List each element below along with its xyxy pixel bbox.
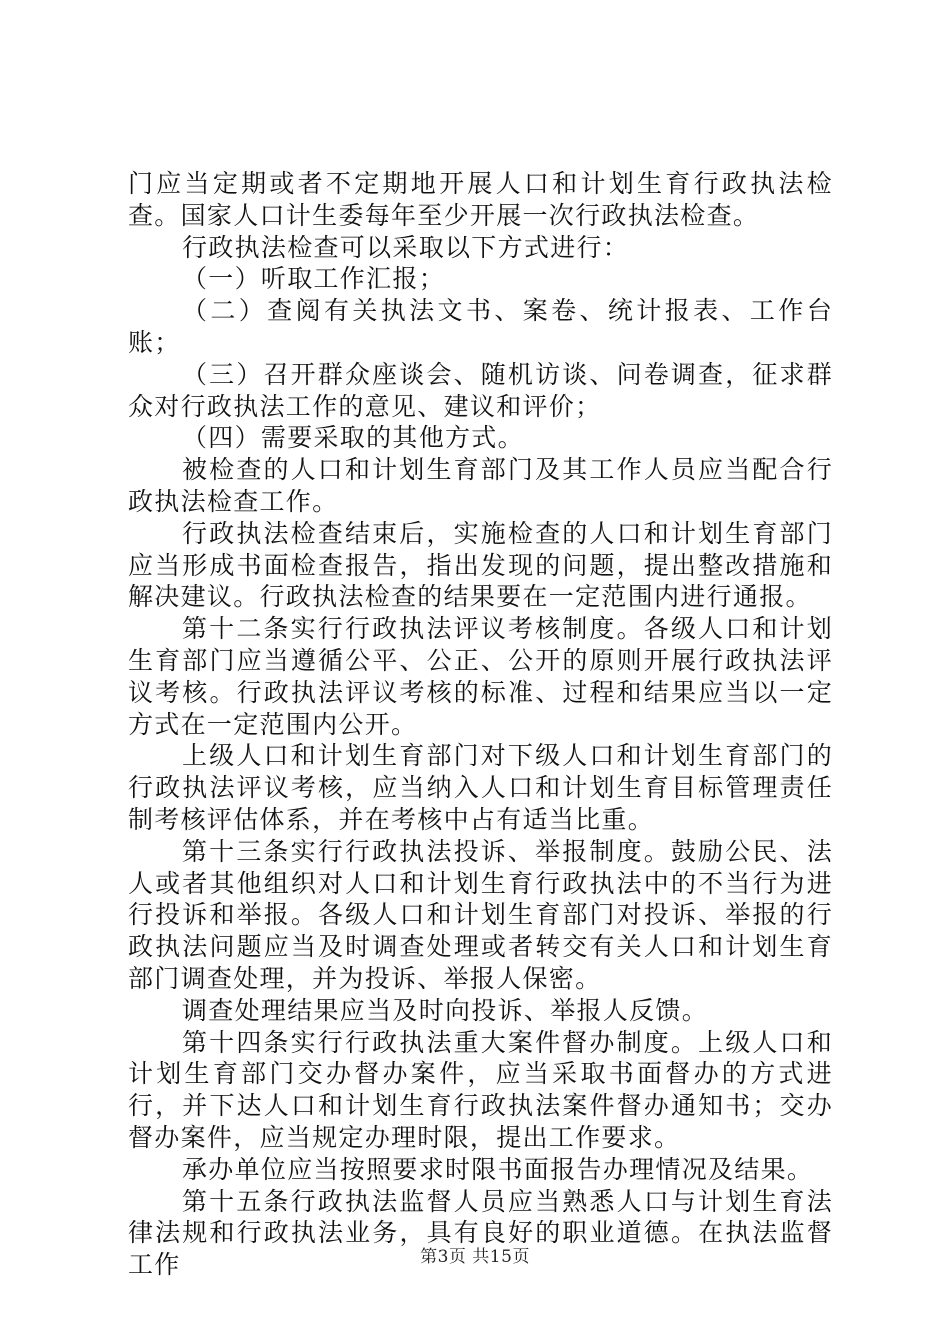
paragraph: 门应当定期或者不定期地开展人口和计划生育行政执法检查。国家人口计生委每年至少开展一次行政执法检查。: [128, 169, 833, 230]
list-item: （二）查阅有关执法文书、案卷、统计报表、工作台账；: [128, 296, 833, 357]
paragraph: 行政执法检查可以采取以下方式进行：: [182, 232, 630, 262]
list-item: （一）听取工作汇报；: [182, 264, 446, 294]
article-paragraph: 第十五条行政执法监督人员应当熟悉人口与计划生育法律法规和行政执法业务，具有良好的职业道德。在执法监督工作: [128, 1186, 833, 1280]
paragraph: 被检查的人口和计划生育部门及其工作人员应当配合行政执法检查工作。: [128, 455, 833, 516]
total-pages-number: 15: [489, 1247, 513, 1267]
document-body: [128, 168, 833, 1281]
paragraph: 上级人口和计划生育部门对下级人口和计划生育部门的行政执法评议考核，应当纳入人口和计划生育目标管理责任制考核评估体系，并在考核中占有适当比重。: [128, 741, 833, 834]
paragraph: 行政执法检查结束后，实施检查的人口和计划生育部门应当形成书面检查报告，指出发现的问题，提出整改措施和解决建议。行政执法检查的结果要在一定范围内进行通报。: [128, 518, 833, 612]
page-label-suffix: 页: [512, 1247, 530, 1267]
paragraph: 承办单位应当按照要求时限书面报告办理情况及结果。: [182, 1154, 814, 1184]
list-item: （四）需要采取的其他方式。: [182, 423, 524, 453]
article-paragraph: 第十四条实行行政执法重大案件督办制度。上级人口和计划生育部门交办督办案件，应当采取书面督办的方式进行，并下达人口和计划生育行政执法案件督办通知书；交办督办案件，应当规定办理时限，提出工作要求。: [128, 1027, 833, 1152]
paragraph: 调查处理结果应当及时向投诉、举报人反馈。: [182, 995, 709, 1025]
article-paragraph: 第十三条实行行政执法投诉、举报制度。鼓励公民、法人或者其他组织对人口和计划生育行政执法中的不当行为进行投诉和举报。各级人口和计划生育部门对投诉、举报的行政执法问题应当及时调查处理或者转交有关人口和计划生育部门调查处理，并为投诉、举报人保密。: [128, 836, 833, 993]
article-paragraph: 第十二条实行行政执法评议考核制度。各级人口和计划生育部门应当遵循公平、公正、公开的原则开展行政执法评议考核。行政执法评议考核的标准、过程和结果应当以一定方式在一定范围内公开。: [128, 614, 833, 739]
page-label-prefix: 第: [420, 1247, 438, 1267]
current-page-number: 3: [437, 1247, 449, 1267]
page-label-mid: 页 共: [448, 1247, 490, 1267]
page-footer: [0, 1242, 950, 1267]
list-item: （三）召开群众座谈会、随机访谈、问卷调查，征求群众对行政执法工作的意见、建议和评价；: [128, 359, 833, 421]
